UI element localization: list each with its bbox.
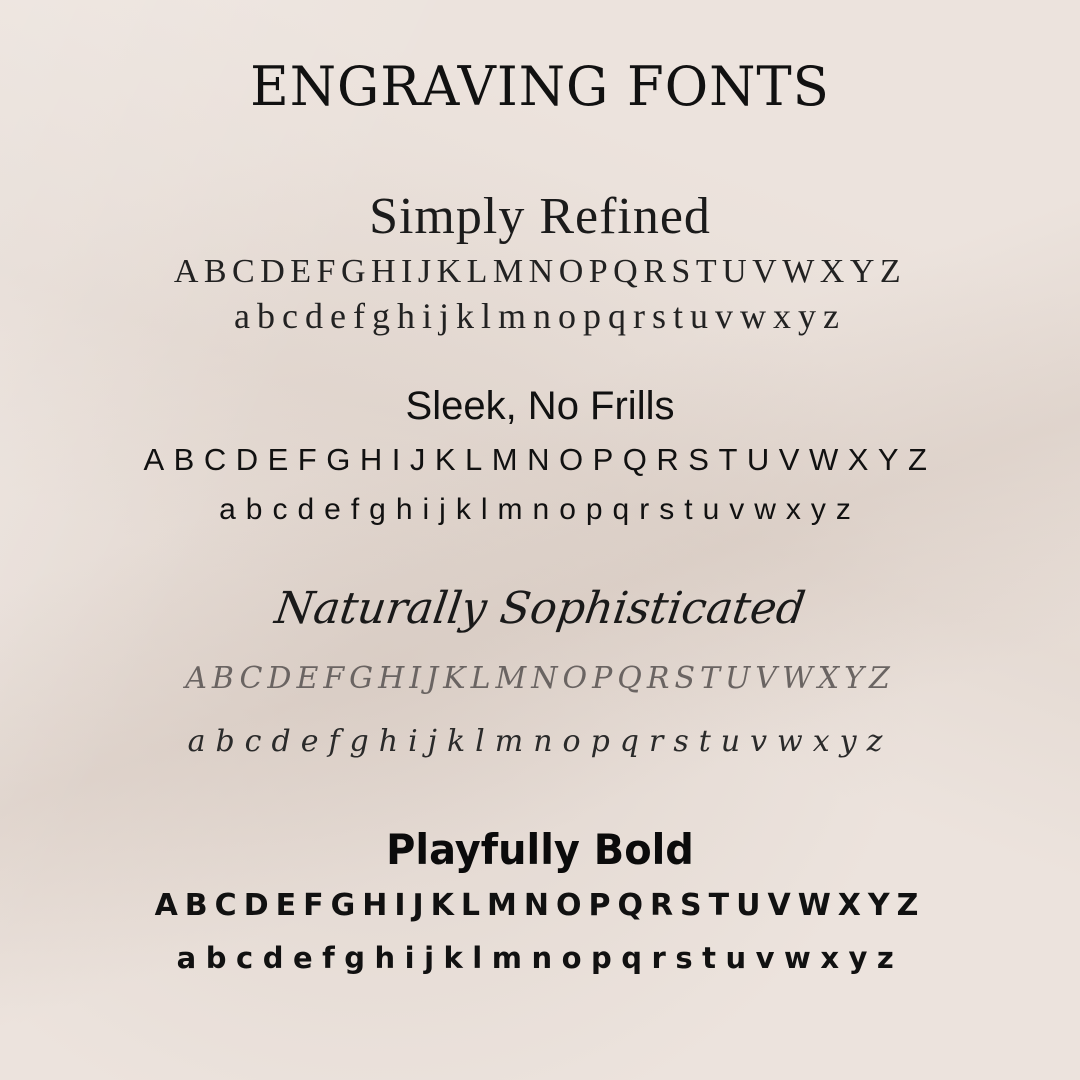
lowercase-alphabet: abcdefghijklmnopqrstuvwxyz xyxy=(187,724,893,759)
font-sample-sleek-no-frills xyxy=(0,380,1080,535)
font-sample-playfully-bold xyxy=(0,822,1080,984)
uppercase-alphabet: ABCDEFGHIJKLMNOPQRSTUVWXYZ xyxy=(154,888,926,923)
font-sample-simply-refined xyxy=(0,186,1080,338)
page-title: ENGRAVING FONTS xyxy=(250,55,830,118)
lowercase-alphabet: abcdefghijklmnopqrstuvwxyz xyxy=(176,941,904,975)
font-sample-naturally-sophisticated xyxy=(0,574,1080,770)
lowercase-alphabet: abcdefghijklmnopqrstuvwxyz xyxy=(234,296,846,336)
font-name: Simply Refined xyxy=(369,188,711,245)
font-name: Naturally Sophisticated xyxy=(271,583,809,634)
uppercase-alphabet: ABCDEFGHIJKLMNOPQRSTUVWXYZ xyxy=(143,442,937,477)
font-name: Sleek, No Frills xyxy=(405,384,675,428)
uppercase-alphabet: ABCDEFGHIJKLMNOPQRSTUVWXYZ xyxy=(185,661,895,696)
uppercase-alphabet: ABCDEFGHIJKLMNOPQRSTUVWXYZ xyxy=(173,253,907,290)
font-name: Playfully Bold xyxy=(386,825,694,874)
lowercase-alphabet: abcdefghijklmnopqrstuvwxyz xyxy=(219,493,861,526)
